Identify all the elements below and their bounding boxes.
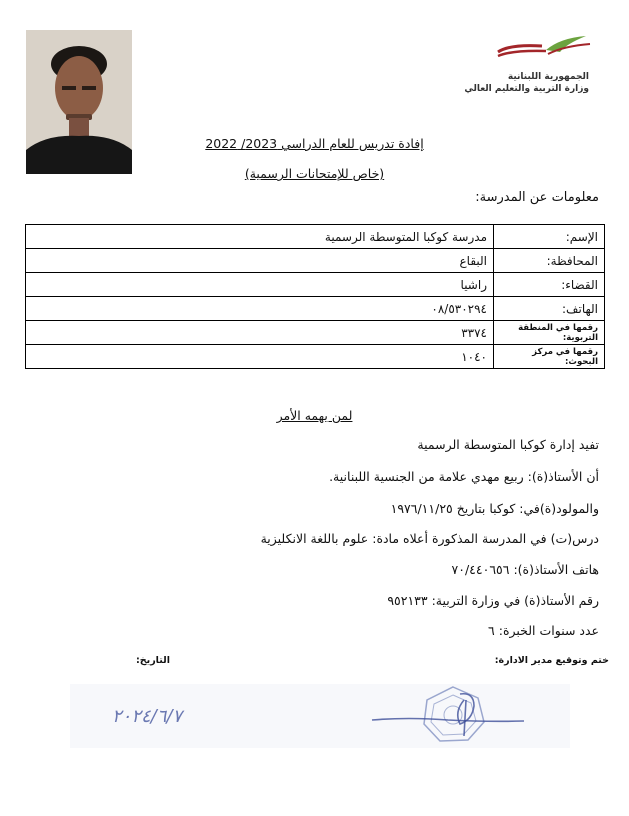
document-title: إفادة تدريس للعام الدراسي 2023/ 2022 — [205, 136, 424, 151]
body-line-3: والمولود(ة)في: كوكبا بتاريخ ١٩٧٦/١١/٢٥ — [390, 501, 599, 516]
row-value: ١٠٤٠ — [26, 345, 494, 369]
row-label: القضاء: — [494, 273, 605, 297]
row-label: رقمها في المنطقة التربوية: — [494, 321, 605, 345]
table-row — [26, 273, 605, 297]
stamp-signature-label: ختم وتوقيع مدير الادارة: — [494, 655, 609, 666]
republic-text: الجمهورية اللبنانية — [507, 72, 589, 82]
table-row — [26, 345, 605, 369]
document-subtitle: (خاص للإمتحانات الرسمية) — [244, 166, 385, 181]
body-line-6: رقم الأستاذ(ة) في وزارة التربية: ٩٥٢١٣٣ — [387, 593, 599, 608]
row-label: الهاتف: — [494, 297, 605, 321]
row-value: البقاع — [26, 249, 494, 273]
body-line-1: تفيد إدارة كوكبا المتوسطة الرسمية — [417, 437, 599, 452]
table-row — [26, 321, 605, 345]
body-line-5: هاتف الأستاذ(ة): ٧٠/٤٤٠٦٥٦ — [451, 562, 599, 577]
row-label: المحافظة: — [494, 249, 605, 273]
table-row — [26, 225, 605, 249]
table-row — [26, 249, 605, 273]
row-label: رقمها في مركز البحوث: — [494, 345, 605, 369]
school-info-heading: معلومات عن المدرسة: — [475, 190, 599, 205]
principal-signature — [368, 690, 528, 740]
row-value: راشيا — [26, 273, 494, 297]
body-line-2: أن الأستاذ(ة): ربيع مهدي علامة من الجنسية اللبنانية. — [329, 469, 599, 484]
body-line-4: درس(ت) في المدرسة المذكورة أعلاه مادة: علوم باللغة الانكليزية — [260, 531, 599, 546]
applicant-photo — [26, 30, 132, 174]
handwritten-date: ٢٠٢٤/٦/٧ — [112, 706, 183, 727]
row-value: ٣٣٧٤ — [26, 321, 494, 345]
body-line-7: عدد سنوات الخبرة: ٦ — [488, 623, 599, 638]
concern-heading: لمن يهمه الأمر — [276, 408, 353, 423]
row-value: مدرسة كوكبا المتوسطة الرسمية — [26, 225, 494, 249]
date-label: التاريخ: — [136, 655, 170, 666]
school-info-table — [25, 224, 605, 369]
row-label: الإسم: — [494, 225, 605, 249]
ministry-text: وزارة التربية والتعليم العالي — [464, 84, 589, 94]
table-row — [26, 297, 605, 321]
row-value: ٠٨/٥٣٠٢٩٤ — [26, 297, 494, 321]
